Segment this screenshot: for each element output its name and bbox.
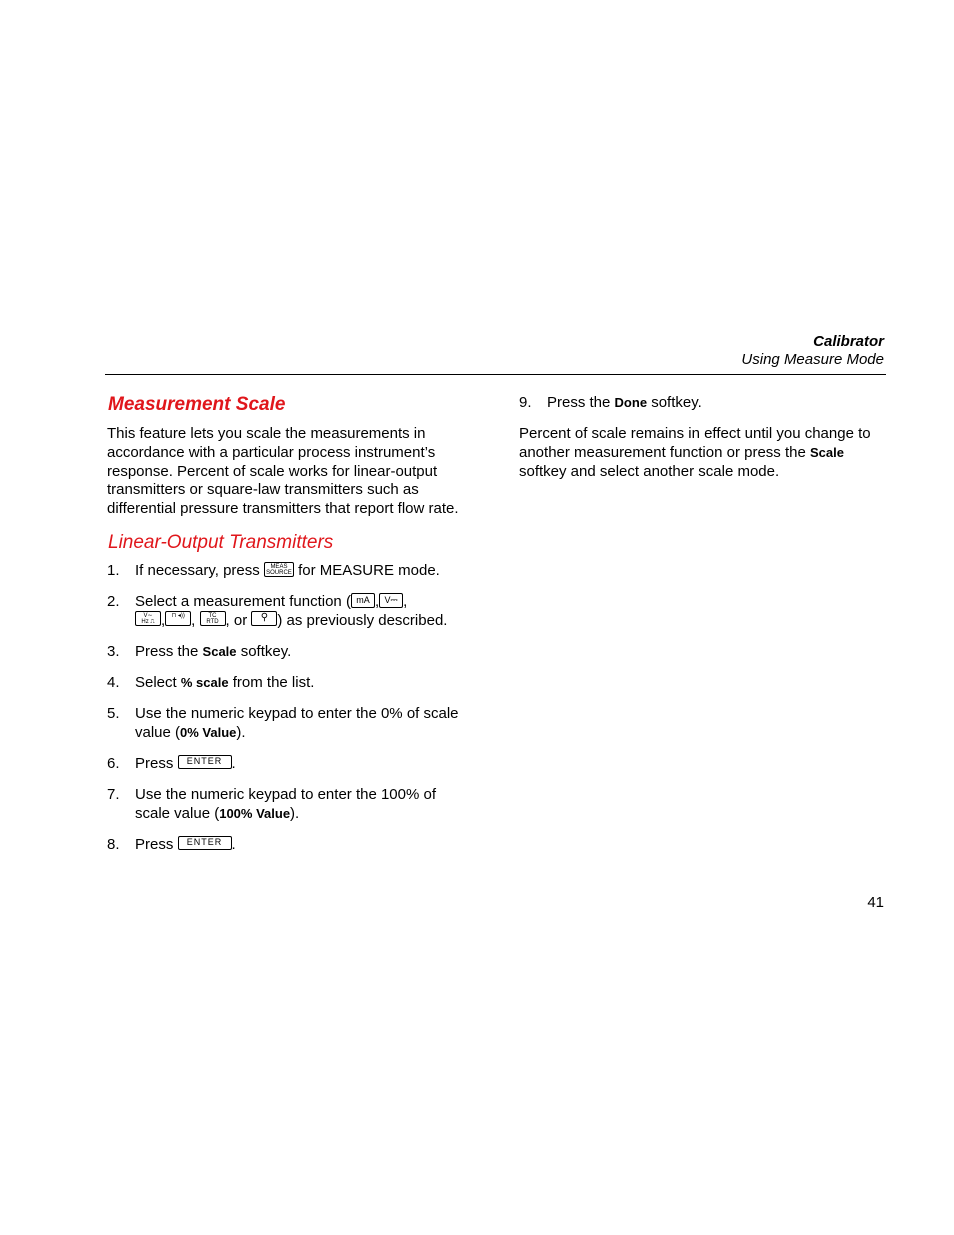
pressure-key-icon: ⚲ [251,611,277,626]
list-item [107,705,487,745]
list-item [107,786,487,826]
separator: , or [225,611,248,629]
step-text: Select a measurement function ( [135,593,351,610]
list-item: 8. Press ENTER . [107,836,236,853]
meas-source-key-icon: MEAS SOURCE [264,562,294,577]
step-text: If necessary, press [135,562,260,579]
step-text: Select [135,674,177,691]
separator: , [403,593,408,610]
ac-volt-hz-key-icon: V∼ Hz ⎍ [135,611,161,626]
header-subtitle: Using Measure Mode [741,351,884,368]
intro-paragraph: This feature lets you scale the measurements in accordance with a particular process instrument’s response. Percent of scale works for linear-output transmitters or square-law transmitters such as differential pressure transmitters that report flow rate. [107,425,459,518]
softkey-label: Scale [810,444,844,460]
step-text: ). [290,804,300,822]
step-text: ) as previously described. [277,611,448,629]
step-text: Use the numeric keypad to enter the 0% of scale value ( [135,705,459,741]
header-rule [105,374,886,375]
step-text: from the list. [232,674,315,691]
ma-key-icon: mA [351,593,375,608]
header-title: Calibrator [813,333,884,350]
section-heading: Measurement Scale [108,394,286,415]
softkey-label: Scale [202,644,237,659]
step-number: 2. [107,593,120,610]
tc-rtd-key-icon: TC RTD [200,611,226,626]
separator: , [374,593,380,610]
step-text: Press the [547,394,611,411]
enter-key-icon: ENTER [178,836,232,850]
step-text: softkey. [240,643,292,660]
continuity-key-icon: ⊓ ◂)) [165,611,191,626]
step-text: Press the [135,643,199,660]
list-item [107,593,487,633]
subsection-heading: Linear-Output Transmitters [108,532,334,553]
page-number: 41 [867,894,884,911]
softkey-label: 0% Value [180,724,237,740]
dc-volt-key-icon: V⎓ [379,593,403,608]
step-text: Press [135,836,174,853]
step-number: 5. [107,705,120,722]
step-text: for MEASURE mode. [298,562,440,579]
step-number: 6. [107,755,120,772]
step-number: 1. [107,562,120,579]
step-number: 3. [107,643,120,660]
list-item [107,643,487,663]
list-item [519,394,889,414]
step-number: 7. [107,786,120,803]
softkey-label: 100% Value [219,805,291,821]
softkey-label: % scale [180,675,229,690]
list-item [107,674,487,694]
list-item [107,562,487,582]
closing-paragraph: Percent of scale remains in effect until you change to another measurement function or press the Scale softkey and select another scale mode. [519,425,871,480]
step-text: ). [236,723,246,741]
step-number: 8. [107,836,120,853]
separator: , [161,611,166,629]
step-text: Press [135,755,174,772]
separator: , [191,611,196,629]
step-number: 4. [107,674,120,691]
step-text: softkey. [651,394,702,411]
step-text: Use the numeric keypad to enter the 100% of scale value ( [135,786,437,822]
step-number: 9. [519,394,532,411]
enter-key-icon: ENTER [178,755,232,769]
softkey-label: Done [614,395,648,410]
list-item: 6. Press ENTER . [107,755,236,772]
